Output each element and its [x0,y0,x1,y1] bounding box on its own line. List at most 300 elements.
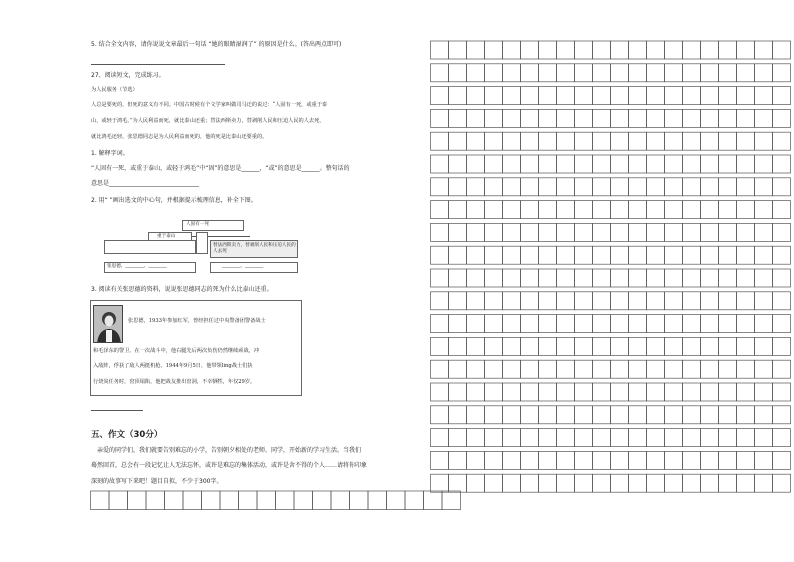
grid-cell[interactable] [467,246,485,264]
grid-cell[interactable] [449,41,467,59]
grid-cell[interactable] [683,41,701,59]
grid-cell[interactable] [701,337,719,355]
grid-cell[interactable] [719,337,737,355]
grid-cell[interactable] [503,292,521,310]
grid-cell[interactable] [737,360,755,378]
grid-cell[interactable] [521,451,539,469]
grid-cell[interactable] [557,315,575,333]
grid-cell[interactable] [755,337,773,355]
grid-cell[interactable] [629,87,647,105]
grid-cell[interactable] [521,315,539,333]
grid-cell[interactable] [575,64,593,82]
grid-cell[interactable] [503,201,521,219]
grid-cell[interactable] [521,64,539,82]
grid-cell[interactable] [683,64,701,82]
grid-cell[interactable] [557,474,575,492]
grid-cell[interactable] [665,155,683,173]
grid-cell[interactable] [773,360,791,378]
grid-cell[interactable] [611,223,629,241]
grid-cell[interactable] [557,64,575,82]
grid-cell[interactable] [701,360,719,378]
grid-cell[interactable] [503,360,521,378]
grid-cell[interactable] [701,87,719,105]
grid-cell[interactable] [539,178,557,196]
grid-cell[interactable] [593,474,611,492]
grid-cell[interactable] [405,491,424,510]
grid-cell[interactable] [503,269,521,287]
grid-cell[interactable] [593,201,611,219]
grid-cell[interactable] [521,178,539,196]
grid-cell[interactable] [629,383,647,401]
grid-cell[interactable] [665,41,683,59]
grid-cell[interactable] [737,337,755,355]
grid-cell[interactable] [701,132,719,150]
grid-cell[interactable] [755,41,773,59]
grid-cell[interactable] [467,41,485,59]
grid-cell[interactable] [449,109,467,127]
grid-cell[interactable] [467,201,485,219]
grid-cell[interactable] [503,315,521,333]
grid-cell[interactable] [647,429,665,447]
grid-cell[interactable] [719,474,737,492]
grid-cell[interactable] [442,491,461,510]
grid-cell[interactable] [647,360,665,378]
grid-cell[interactable] [701,292,719,310]
grid-cell[interactable] [575,87,593,105]
grid-cell[interactable] [719,132,737,150]
grid-cell[interactable] [647,201,665,219]
grid-cell[interactable] [737,406,755,424]
grid-cell[interactable] [755,178,773,196]
grid-cell[interactable] [449,201,467,219]
grid-cell[interactable] [165,491,184,510]
grid-cell[interactable] [701,451,719,469]
grid-cell[interactable] [647,292,665,310]
grid-cell[interactable] [575,451,593,469]
grid-cell[interactable] [449,178,467,196]
grid-cell[interactable] [467,223,485,241]
grid-cell[interactable] [683,87,701,105]
grid-cell[interactable] [485,178,503,196]
grid-cell[interactable] [683,429,701,447]
grid-cell[interactable] [719,451,737,469]
grid-cell[interactable] [611,246,629,264]
grid-cell[interactable] [91,491,110,510]
grid-cell[interactable] [521,132,539,150]
grid-cell[interactable] [683,337,701,355]
grid-cell[interactable] [575,315,593,333]
grid-cell[interactable] [701,223,719,241]
grid-cell[interactable] [575,201,593,219]
grid-cell[interactable] [521,246,539,264]
grid-cell[interactable] [647,383,665,401]
grid-cell[interactable] [467,109,485,127]
grid-cell[interactable] [503,383,521,401]
grid-cell[interactable] [485,64,503,82]
grid-cell[interactable] [593,292,611,310]
grid-cell[interactable] [503,132,521,150]
grid-cell[interactable] [557,246,575,264]
grid-cell[interactable] [575,360,593,378]
grid-cell[interactable] [557,155,575,173]
grid-cell[interactable] [755,474,773,492]
grid-cell[interactable] [647,474,665,492]
grid-cell[interactable] [521,292,539,310]
grid-cell[interactable] [485,315,503,333]
grid-cell[interactable] [593,155,611,173]
grid-cell[interactable] [593,383,611,401]
grid-cell[interactable] [647,246,665,264]
grid-cell[interactable] [611,87,629,105]
grid-cell[interactable] [773,87,791,105]
grid-cell[interactable] [665,269,683,287]
grid-cell[interactable] [611,451,629,469]
grid-cell[interactable] [665,406,683,424]
grid-cell[interactable] [276,491,295,510]
grid-cell[interactable] [539,383,557,401]
grid-cell[interactable] [557,292,575,310]
grid-cell[interactable] [431,406,449,424]
grid-cell[interactable] [575,132,593,150]
grid-cell[interactable] [773,223,791,241]
grid-cell[interactable] [575,269,593,287]
grid-cell[interactable] [755,406,773,424]
grid-cell[interactable] [146,491,165,510]
grid-cell[interactable] [611,337,629,355]
grid-cell[interactable] [503,178,521,196]
grid-cell[interactable] [431,64,449,82]
grid-cell[interactable] [557,429,575,447]
grid-cell[interactable] [449,406,467,424]
grid-cell[interactable] [647,315,665,333]
grid-cell[interactable] [424,491,443,510]
grid-cell[interactable] [503,64,521,82]
grid-cell[interactable] [539,474,557,492]
grid-cell[interactable] [701,64,719,82]
grid-cell[interactable] [485,406,503,424]
grid-cell[interactable] [755,269,773,287]
grid-cell[interactable] [575,109,593,127]
grid-cell[interactable] [683,383,701,401]
q5-answer-line[interactable] [91,64,225,65]
grid-cell[interactable] [773,451,791,469]
grid-cell[interactable] [683,292,701,310]
grid-cell[interactable] [557,337,575,355]
grid-cell[interactable] [611,383,629,401]
grid-cell[interactable] [449,87,467,105]
grid-cell[interactable] [611,474,629,492]
writing-grid-bottom[interactable] [90,490,462,518]
grid-cell[interactable] [719,246,737,264]
grid-cell[interactable] [431,132,449,150]
grid-cell[interactable] [665,429,683,447]
grid-cell[interactable] [629,360,647,378]
grid-cell[interactable] [220,491,239,510]
grid-cell[interactable] [737,223,755,241]
grid-cell[interactable] [575,292,593,310]
grid-cell[interactable] [629,429,647,447]
grid-cell[interactable] [719,178,737,196]
grid-cell[interactable] [593,337,611,355]
grid-cell[interactable] [773,109,791,127]
grid-cell[interactable] [485,87,503,105]
grid-cell[interactable] [773,315,791,333]
grid-cell[interactable] [539,292,557,310]
grid-cell[interactable] [683,246,701,264]
grid-cell[interactable] [485,451,503,469]
grid-cell[interactable] [557,87,575,105]
grid-cell[interactable] [719,360,737,378]
grid-cell[interactable] [629,406,647,424]
grid-cell[interactable] [629,451,647,469]
grid-cell[interactable] [449,64,467,82]
grid-cell[interactable] [557,360,575,378]
grid-cell[interactable] [773,406,791,424]
grid-cell[interactable] [521,155,539,173]
grid-cell[interactable] [485,474,503,492]
grid-cell[interactable] [593,429,611,447]
grid-cell[interactable] [629,178,647,196]
grid-cell[interactable] [539,406,557,424]
grid-cell[interactable] [683,474,701,492]
grid-cell[interactable] [539,64,557,82]
grid-cell[interactable] [755,246,773,264]
grid-cell[interactable] [665,315,683,333]
grid-cell[interactable] [431,178,449,196]
grid-cell[interactable] [431,360,449,378]
grid-cell[interactable] [557,269,575,287]
grid-cell[interactable] [485,201,503,219]
grid-cell[interactable] [593,41,611,59]
grid-cell[interactable] [611,315,629,333]
grid-cell[interactable] [629,474,647,492]
q27-answer-line[interactable] [91,410,143,411]
grid-cell[interactable] [431,223,449,241]
grid-cell[interactable] [485,269,503,287]
grid-cell[interactable] [683,178,701,196]
grid-cell[interactable] [557,383,575,401]
grid-cell[interactable] [449,132,467,150]
grid-cell[interactable] [737,201,755,219]
grid-cell[interactable] [665,64,683,82]
grid-cell[interactable] [521,337,539,355]
grid-cell[interactable] [629,41,647,59]
grid-cell[interactable] [485,360,503,378]
grid-cell[interactable] [539,132,557,150]
grid-cell[interactable] [629,201,647,219]
grid-cell[interactable] [467,315,485,333]
grid-cell[interactable] [539,246,557,264]
grid-cell[interactable] [719,155,737,173]
grid-cell[interactable] [755,109,773,127]
grid-cell[interactable] [629,269,647,287]
grid-cell[interactable] [521,406,539,424]
grid-cell[interactable] [575,474,593,492]
grid-cell[interactable] [557,109,575,127]
grid-cell[interactable] [665,178,683,196]
grid-cell[interactable] [557,178,575,196]
grid-cell[interactable] [683,109,701,127]
grid-cell[interactable] [294,491,313,510]
grid-cell[interactable] [737,132,755,150]
grid-cell[interactable] [593,64,611,82]
grid-cell[interactable] [449,451,467,469]
writing-grid[interactable] [430,40,794,502]
grid-cell[interactable] [719,269,737,287]
grid-cell[interactable] [539,360,557,378]
grid-cell[interactable] [737,292,755,310]
grid-cell[interactable] [575,383,593,401]
grid-cell[interactable] [629,64,647,82]
grid-cell[interactable] [647,223,665,241]
grid-cell[interactable] [683,132,701,150]
grid-cell[interactable] [719,64,737,82]
grid-cell[interactable] [665,360,683,378]
grid-cell[interactable] [539,337,557,355]
grid-cell[interactable] [557,132,575,150]
grid-cell[interactable] [503,429,521,447]
grid-cell[interactable] [683,269,701,287]
grid-cell[interactable] [521,109,539,127]
grid-cell[interactable] [449,223,467,241]
grid-cell[interactable] [665,383,683,401]
grid-cell[interactable] [665,451,683,469]
grid-cell[interactable] [387,491,406,510]
grid-cell[interactable] [683,315,701,333]
grid-cell[interactable] [539,41,557,59]
grid-cell[interactable] [467,269,485,287]
grid-cell[interactable] [239,491,258,510]
grid-cell[interactable] [503,337,521,355]
grid-cell[interactable] [683,406,701,424]
grid-cell[interactable] [629,155,647,173]
grid-cell[interactable] [755,315,773,333]
grid-cell[interactable] [611,64,629,82]
grid-cell[interactable] [719,87,737,105]
grid-cell[interactable] [737,315,755,333]
grid-cell[interactable] [431,383,449,401]
grid-cell[interactable] [575,429,593,447]
grid-cell[interactable] [665,109,683,127]
grid-cell[interactable] [611,360,629,378]
grid-cell[interactable] [575,155,593,173]
grid-cell[interactable] [755,292,773,310]
grid-cell[interactable] [593,246,611,264]
grid-cell[interactable] [773,64,791,82]
grid-cell[interactable] [647,87,665,105]
grid-cell[interactable] [773,178,791,196]
grid-cell[interactable] [755,132,773,150]
grid-cell[interactable] [773,474,791,492]
grid-cell[interactable] [557,223,575,241]
grid-cell[interactable] [485,41,503,59]
grid-cell[interactable] [755,223,773,241]
grid-cell[interactable] [575,178,593,196]
grid-cell[interactable] [629,246,647,264]
grid-cell[interactable] [755,383,773,401]
grid-cell[interactable] [467,292,485,310]
grid-cell[interactable] [467,360,485,378]
grid-cell[interactable] [611,132,629,150]
grid-cell[interactable] [503,474,521,492]
grid-cell[interactable] [350,491,369,510]
grid-cell[interactable] [773,201,791,219]
grid-cell[interactable] [575,406,593,424]
grid-cell[interactable] [773,429,791,447]
grid-cell[interactable] [701,178,719,196]
grid-cell[interactable] [773,41,791,59]
grid-cell[interactable] [368,491,387,510]
grid-cell[interactable] [701,201,719,219]
grid-cell[interactable] [773,132,791,150]
grid-cell[interactable] [257,491,276,510]
grid-cell[interactable] [521,360,539,378]
grid-cell[interactable] [485,429,503,447]
grid-cell[interactable] [611,406,629,424]
grid-cell[interactable] [467,132,485,150]
grid-cell[interactable] [719,223,737,241]
grid-cell[interactable] [647,132,665,150]
grid-cell[interactable] [539,451,557,469]
grid-cell[interactable] [647,406,665,424]
grid-cell[interactable] [557,41,575,59]
grid-cell[interactable] [503,155,521,173]
grid-cell[interactable] [755,155,773,173]
grid-cell[interactable] [521,201,539,219]
grid-cell[interactable] [331,491,350,510]
grid-cell[interactable] [647,109,665,127]
grid-cell[interactable] [575,337,593,355]
grid-cell[interactable] [431,292,449,310]
grid-cell[interactable] [755,451,773,469]
grid-cell[interactable] [773,246,791,264]
grid-cell[interactable] [629,132,647,150]
grid-cell[interactable] [773,155,791,173]
grid-cell[interactable] [737,474,755,492]
grid-cell[interactable] [665,246,683,264]
grid-cell[interactable] [128,491,147,510]
grid-cell[interactable] [431,201,449,219]
grid-cell[interactable] [431,429,449,447]
grid-cell[interactable] [683,155,701,173]
grid-cell[interactable] [773,269,791,287]
grid-cell[interactable] [737,246,755,264]
grid-cell[interactable] [647,337,665,355]
grid-cell[interactable] [202,491,221,510]
grid-cell[interactable] [449,429,467,447]
grid-cell[interactable] [611,429,629,447]
grid-cell[interactable] [485,292,503,310]
grid-cell[interactable] [539,109,557,127]
grid-cell[interactable] [593,178,611,196]
grid-cell[interactable] [431,269,449,287]
grid-cell[interactable] [431,315,449,333]
grid-cell[interactable] [701,246,719,264]
grid-cell[interactable] [449,246,467,264]
grid-cell[interactable] [719,383,737,401]
grid-cell[interactable] [737,155,755,173]
grid-cell[interactable] [467,87,485,105]
grid-cell[interactable] [449,360,467,378]
grid-cell[interactable] [629,337,647,355]
grid-cell[interactable] [611,155,629,173]
grid-cell[interactable] [683,223,701,241]
grid-cell[interactable] [701,41,719,59]
grid-cell[interactable] [755,429,773,447]
grid-cell[interactable] [665,337,683,355]
grid-cell[interactable] [593,223,611,241]
grid-cell[interactable] [629,292,647,310]
